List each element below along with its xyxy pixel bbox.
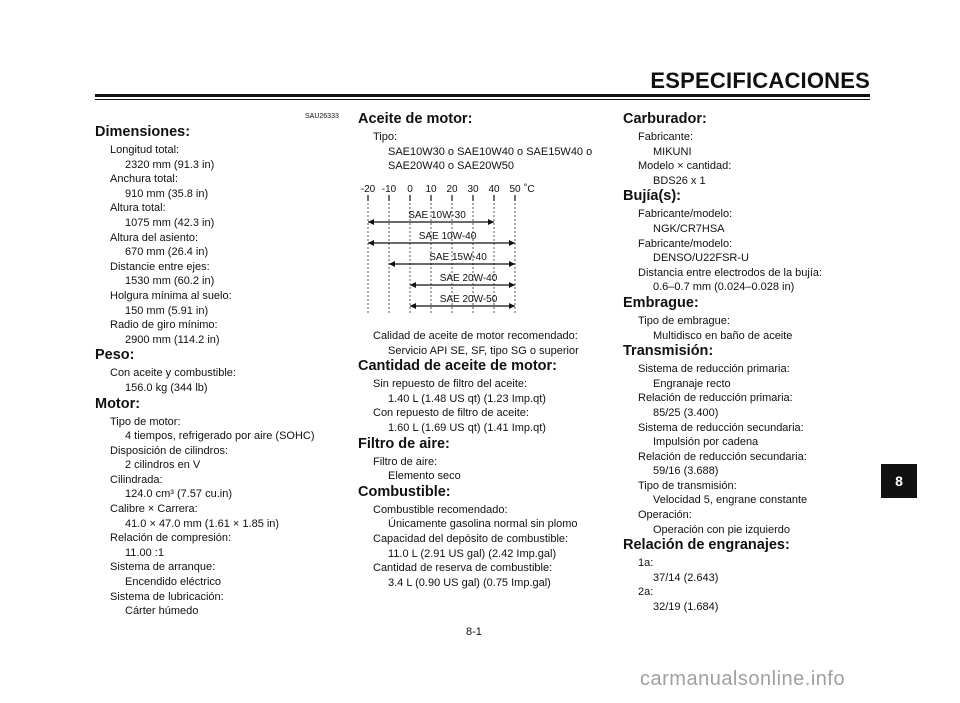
spec-label: Holgura mínima al suelo: [110, 289, 232, 302]
header-rule [95, 94, 870, 97]
section-heading: Dimensiones: [95, 124, 191, 140]
column-carburetor-transmission [623, 111, 868, 615]
spec-label: Disposición de cilindros: [110, 444, 228, 457]
spec-value: 1.40 L (1.48 US qt) (1.23 Imp.qt) [388, 392, 546, 405]
spec-value: Engranaje recto [653, 377, 731, 390]
column-dimensions-motor [95, 124, 345, 619]
spec-value: NGK/CR7HSA [653, 222, 725, 235]
arrow-right-icon [509, 303, 515, 309]
spec-label: Tipo de transmisión: [638, 479, 737, 492]
chapter-tab[interactable]: 8 [881, 464, 917, 498]
spec-value: 150 mm (5.91 in) [125, 304, 209, 317]
spec-label: Fabricante: [638, 131, 694, 143]
tick-label: 10 [425, 184, 437, 195]
tick-label: 40 [488, 184, 500, 195]
spec-value: 124.0 cm³ (7.57 cu.in) [125, 488, 232, 501]
spec-value: Multidisco en baño de aceite [653, 329, 793, 342]
page-header-title: ESPECIFICACIONES [650, 68, 870, 93]
spec-value: 1075 mm (42.3 in) [125, 216, 215, 229]
tick-label: -20 [360, 184, 376, 195]
spec-value: Impulsión por cadena [653, 436, 759, 449]
spec-label: Sistema de arranque: [110, 561, 216, 574]
spec-label: Anchura total: [110, 173, 178, 186]
watermark: carmanualsonline.info [640, 668, 846, 690]
spec-value: Únicamente gasolina normal sin plomo [388, 518, 578, 531]
section-code: SAU26333 [305, 113, 339, 120]
tick-label: -10 [381, 184, 397, 195]
arrow-right-icon [509, 282, 515, 288]
spec-value: Operación con pie izquierdo [653, 523, 790, 536]
spec-value: 4 tiempos, refrigerado por aire (SOHC) [125, 430, 315, 443]
spec-value: 910 mm (35.8 in) [125, 187, 209, 200]
spec-value: Velocidad 5, engrane constante [653, 494, 808, 507]
spec-value: 1.60 L (1.69 US qt) (1.41 Imp.qt) [388, 421, 546, 434]
spec-value: 11.00 :1 [125, 546, 164, 559]
spec-label: Modelo × cantidad: [638, 160, 732, 173]
spec-value: Cárter húmedo [125, 605, 199, 618]
tick-label: 20 [446, 184, 458, 195]
spec-value: 670 mm (26.4 in) [125, 246, 209, 259]
spec-label: Altura del asiento: [110, 231, 199, 244]
spec-value: SAE20W40 o SAE20W50 [388, 160, 514, 173]
spec-value: 11.0 L (2.91 US gal) (2.42 Imp.gal) [388, 547, 557, 560]
arrow-left-icon [389, 261, 395, 267]
column-engine-oil [358, 111, 608, 174]
spec-value: Elemento seco [388, 470, 461, 483]
spec-value: BDS26 x 1 [653, 174, 706, 187]
spec-value: 59/16 (3.688) [653, 465, 719, 478]
header-rule-thin [95, 99, 870, 100]
spec-value: 1530 mm (60.2 in) [125, 275, 215, 288]
section-heading: Relación de engranajes: [623, 537, 790, 554]
spec-value: 156.0 kg (344 lb) [125, 381, 208, 394]
spec-label: Filtro de aire: [373, 455, 438, 468]
spec-value: MIKUNI [653, 145, 692, 158]
spec-label: Fabricante/modelo: [638, 237, 733, 250]
series-label: SAE 10W-30 [408, 210, 466, 221]
series-label: SAE 20W-50 [439, 294, 498, 305]
tick-label: 30 [467, 184, 479, 195]
column-oil-fuel [358, 329, 608, 590]
spec-label: 1a: [638, 557, 654, 570]
spec-label: Relación de compresión: [110, 532, 232, 545]
section-heading: Peso: [95, 347, 135, 364]
spec-label: Con repuesto de filtro de aceite: [373, 407, 529, 420]
series-label: SAE 15W-40 [429, 252, 487, 263]
series-label: SAE 10W-40 [418, 231, 477, 242]
spec-value: Encendido eléctrico [125, 576, 222, 589]
spec-value: 2900 mm (114.2 in) [125, 333, 220, 346]
spec-label: Calibre × Carrera: [110, 503, 198, 516]
spec-value: 85/25 (3.400) [653, 406, 719, 419]
series-label: SAE 20W-40 [439, 273, 498, 284]
spec-value: 41.0 × 47.0 mm (1.61 × 1.85 in) [125, 517, 280, 530]
spec-label: Radio de giro mínimo: [110, 319, 218, 332]
spec-label: Relación de reducción primaria: [638, 392, 793, 405]
spec-value: 2320 mm (91.3 in) [125, 158, 215, 171]
section-heading: Transmisión: [623, 343, 714, 360]
unit-label: ˚C [524, 184, 535, 195]
arrow-left-icon [368, 219, 374, 225]
spec-label: Tipo de motor: [110, 415, 181, 428]
arrow-left-icon [410, 282, 416, 288]
spec-value: Servicio API SE, SF, tipo SG o superior [388, 344, 579, 357]
spec-value: 32/19 (1.684) [653, 601, 719, 614]
section-heading: Embrague: [623, 294, 699, 311]
section-heading: Cantidad de aceite de motor: [358, 358, 558, 375]
arrow-right-icon [509, 261, 515, 267]
tick-label: 50 [509, 184, 521, 195]
spec-label: Cilindrada: [110, 473, 163, 486]
spec-label: Sistema de lubricación: [110, 590, 224, 603]
spec-label: Capacidad del depósito de combustible: [373, 532, 569, 545]
spec-label: Cantidad de reserva de combustible: [373, 562, 553, 575]
spec-label: Distancie entre ejes: [110, 260, 210, 273]
section-heading: Combustible: [358, 483, 451, 500]
spec-value: 37/14 (2.643) [653, 571, 719, 584]
spec-label: 2a: [638, 586, 654, 599]
spec-label: Operación: [638, 509, 692, 522]
spec-label: Sistema de reducción primaria: [638, 363, 790, 376]
spec-label: Tipo: [373, 131, 398, 143]
spec-value: DENSO/U22FSR-U [653, 252, 749, 265]
spec-label: Calidad de aceite de motor recomendado: [373, 330, 578, 342]
section-heading: Bujía(s): [623, 188, 681, 205]
spec-value: 0.6–0.7 mm (0.024–0.028 in) [653, 281, 795, 294]
spec-value: 2 cilindros en V [125, 459, 201, 472]
section-heading: Carburador: [623, 111, 707, 127]
arrow-left-icon [410, 303, 416, 309]
spec-label: Combustible recomendado: [373, 503, 508, 516]
spec-label: Sin repuesto de filtro del aceite: [373, 378, 528, 391]
arrow-left-icon [368, 240, 374, 246]
spec-label: Relación de reducción secundaria: [638, 450, 807, 463]
spec-label: Sistema de reducción secundaria: [638, 421, 804, 434]
arrow-right-icon [509, 240, 515, 246]
arrow-right-icon [488, 219, 494, 225]
tick-label: 0 [407, 184, 413, 195]
spec-label: Altura total: [110, 202, 166, 215]
spec-label: Con aceite y combustible: [110, 367, 236, 380]
page-number: 8-1 [466, 626, 482, 638]
spec-label: Fabricante/modelo: [638, 208, 733, 221]
spec-label: Distancia entre electrodos de la bujía: [638, 266, 823, 279]
section-heading: Filtro de aire: [358, 435, 450, 452]
section-heading: Motor: [95, 395, 141, 412]
section-heading: Aceite de motor: [358, 111, 473, 127]
spec-value: 3.4 L (0.90 US gal) (0.75 Imp.gal) [388, 576, 551, 589]
spec-label: Tipo de embrague: [638, 314, 730, 327]
spec-label: Longitud total: [110, 144, 180, 156]
spec-value: SAE10W30 o SAE10W40 o SAE15W40 o [388, 145, 593, 158]
oil-viscosity-chart [355, 180, 535, 320]
